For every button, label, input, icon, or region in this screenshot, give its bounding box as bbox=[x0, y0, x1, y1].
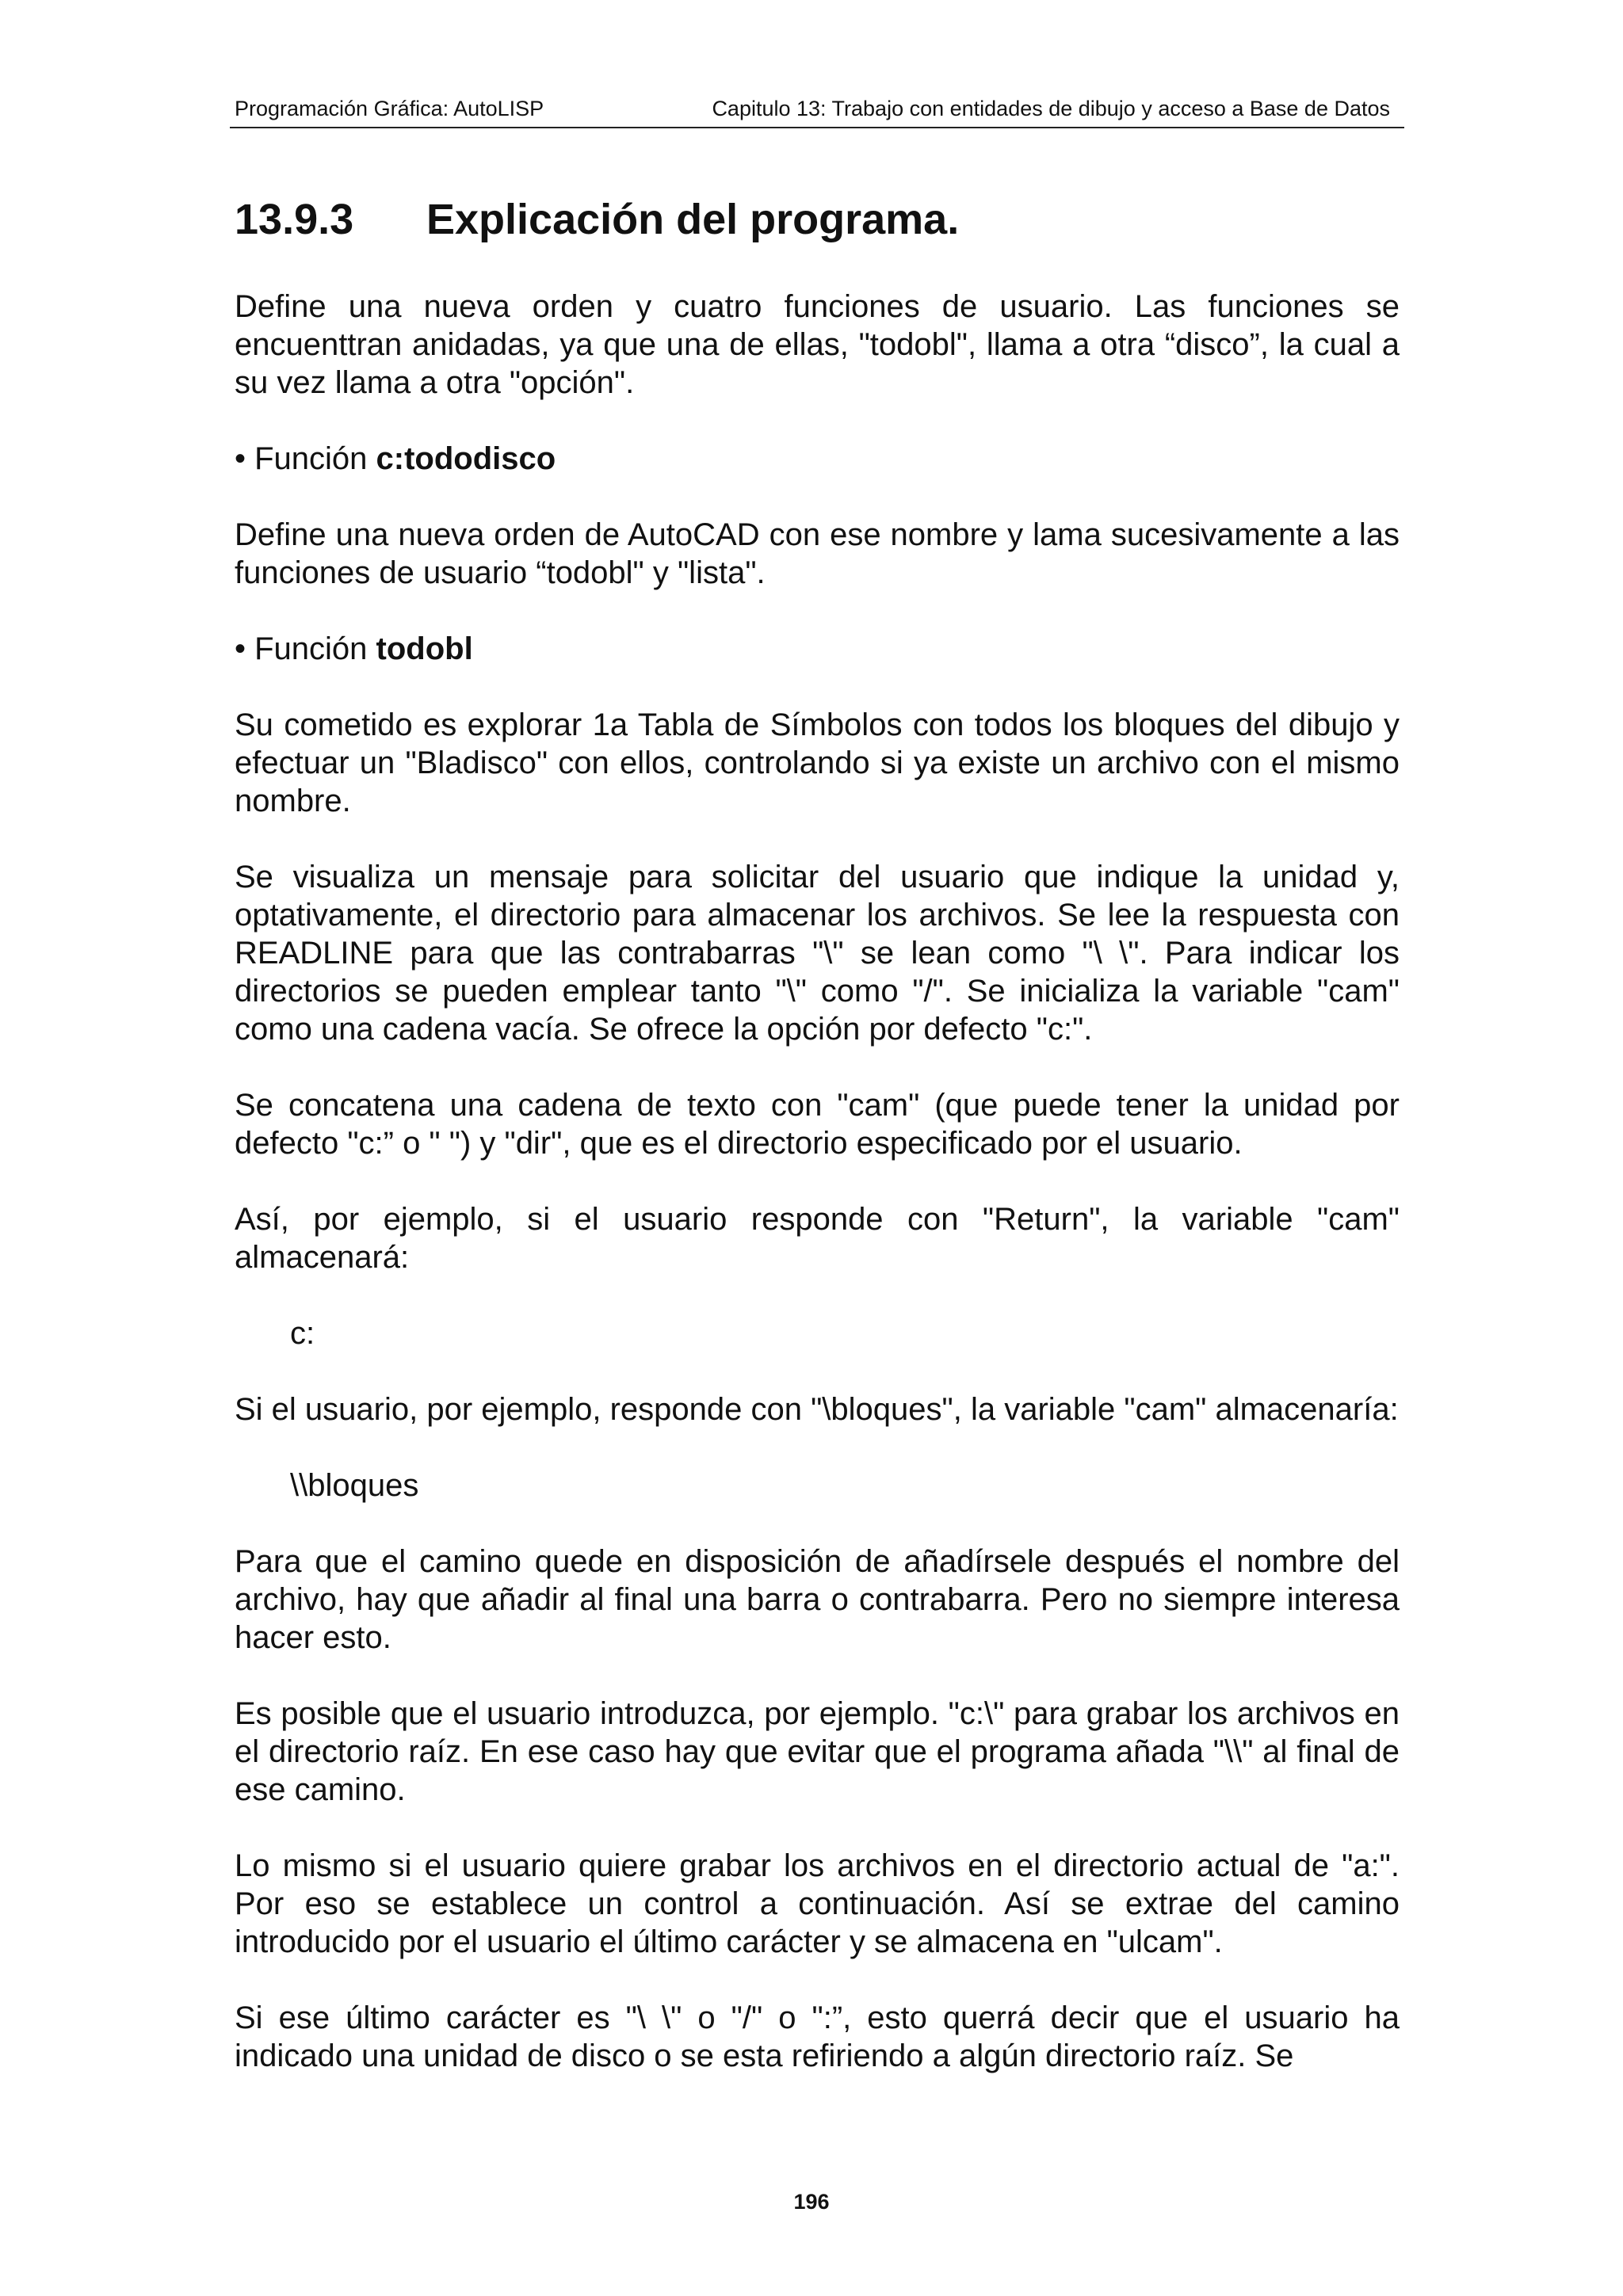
bullet-prefix: • Función bbox=[235, 631, 376, 666]
bullet-prefix: • Función bbox=[235, 441, 376, 476]
paragraph-9: Es posible que el usuario introduzca, por ejemplo. "c:\" para grabar los archivos en el directorio raíz. En ese caso hay que evitar que el programa añada "\\" al final de ese camino. bbox=[235, 1696, 1400, 1807]
function-name-todobl: todobl bbox=[376, 631, 473, 666]
bullet-tododisco bbox=[235, 440, 1400, 478]
paragraph-6: Así, por ejemplo, si el usuario responde con "Return", la variable "cam" almacenará: bbox=[235, 1202, 1400, 1275]
paragraph-1: Define una nueva orden y cuatro funciones de usuario. Las funciones se encuenttran anidadas, ya que una de ellas, "todobl", llama a otra “disco”, la cual a su vez llama a otra "opción". bbox=[235, 289, 1400, 400]
paragraph-8: Para que el camino quede en disposición de añadírsele después el nombre del archivo, hay que añadir al final una barra o contrabarra. Pero no siempre interesa hacer esto. bbox=[235, 1544, 1400, 1655]
paragraph-7: Si el usuario, por ejemplo, responde con "\bloques", la variable "cam" almacenaría: bbox=[235, 1392, 1399, 1427]
section-heading bbox=[235, 194, 1400, 245]
bullet-todobl bbox=[235, 630, 1400, 668]
paragraph-2: Define una nueva orden de AutoCAD con ese nombre y lama sucesivamente a las funciones de usuario “todobl" y "lista". bbox=[235, 517, 1400, 590]
section-title: Explicación del programa. bbox=[426, 196, 960, 243]
example-value-bloques: \\bloques bbox=[290, 1468, 419, 1503]
function-name-tododisco: c:tododisco bbox=[376, 441, 556, 476]
paragraph-11: Si ese último carácter es "\ \" o "/" o ":”, esto querrá decir que el usuario ha indicado una unidad de disco o se esta refiriendo a algún directorio raíz. Se bbox=[235, 2000, 1400, 2073]
header-chapter-title: Capitulo 13: Trabajo con entidades de dibujo y acceso a Base de Datos bbox=[712, 97, 1390, 120]
paragraph-5: Se concatena una cadena de texto con "cam" (que puede tener la unidad por defecto "c:” o " ") y "dir", que es el directorio especificado por el usuario. bbox=[235, 1088, 1400, 1161]
header-book-title: Programación Gráfica: AutoLISP bbox=[235, 97, 544, 120]
page-body bbox=[235, 194, 1400, 2113]
running-header bbox=[230, 93, 1404, 128]
paragraph-10: Lo mismo si el usuario quiere grabar los archivos en el directorio actual de "a:". Por eso se establece un control a continuación. Así se extrae del camino introducido por el usuario el último carácter y se almacena en "ulcam". bbox=[235, 1848, 1400, 1959]
section-number: 13.9.3 bbox=[235, 196, 354, 243]
paragraph-4: Se visualiza un mensaje para solicitar del usuario que indique la unidad y, optativamente, el directorio para almacenar los archivos. Se lee la respuesta con READLINE para que las contrabarras "\" se lean como "\ \". Para indicar los directorios se pueden emplear tanto "\" como "/". Se inicializa la variable "cam" como una cadena vacía. Se ofrece la opción por defecto "c:". bbox=[235, 860, 1400, 1047]
example-value-c: c: bbox=[290, 1316, 315, 1351]
paragraph-3: Su cometido es explorar 1a Tabla de Símbolos con todos los bloques del dibujo y efectuar un "Bladisco" con ellos, controlando si ya existe un archivo con el mismo nombre. bbox=[235, 707, 1400, 818]
page-number: 196 bbox=[793, 2190, 830, 2214]
